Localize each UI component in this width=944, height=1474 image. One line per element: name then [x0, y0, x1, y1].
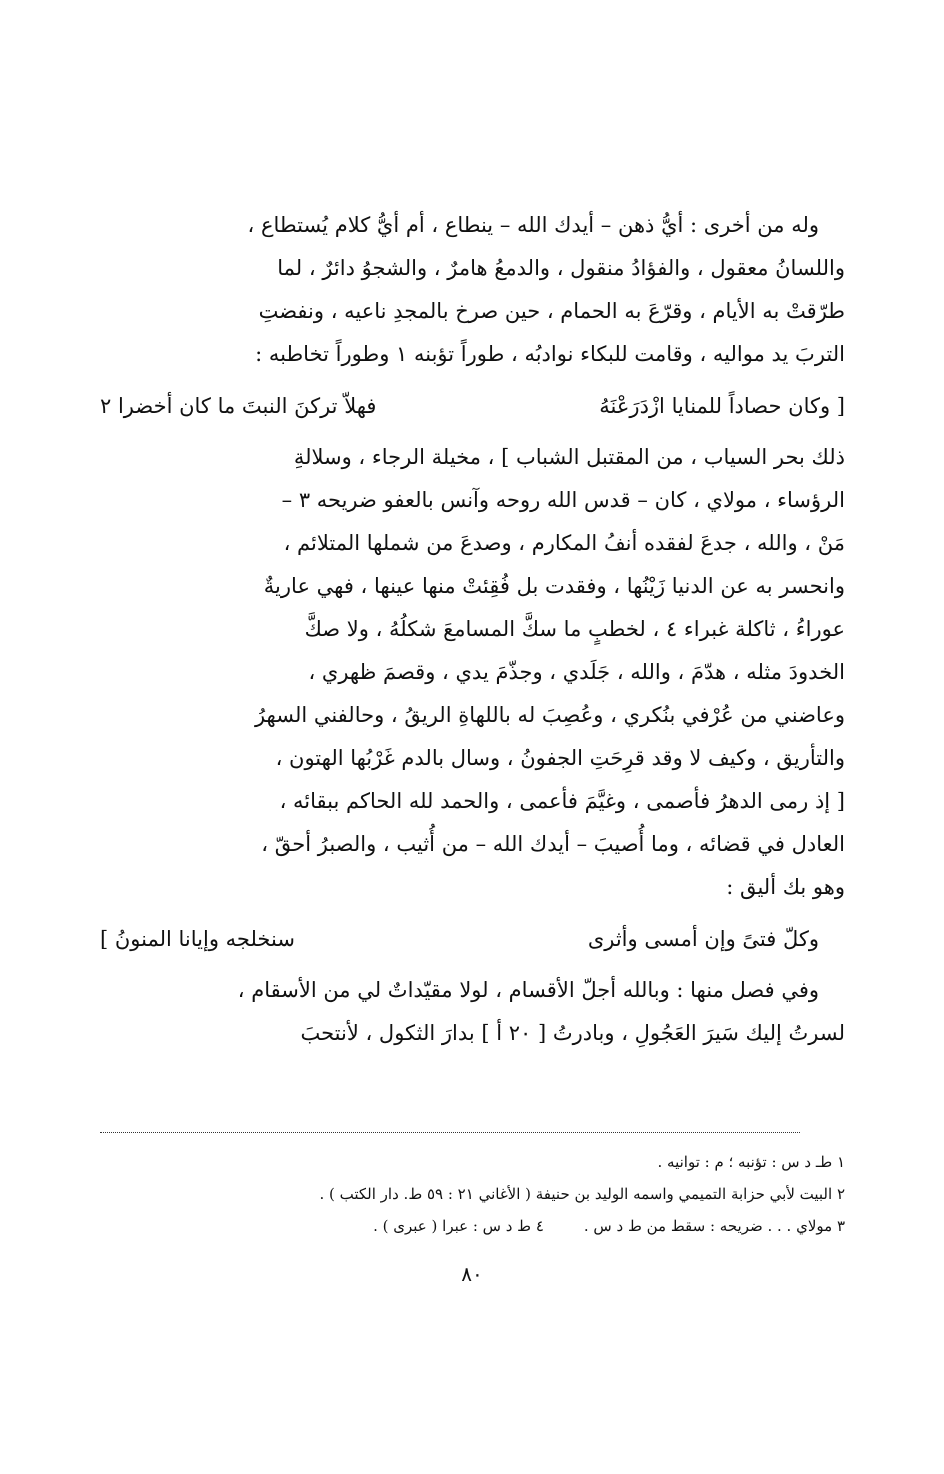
verse-hemistich-first: [ وكان حصاداً للمنايا ازْدَرَعْنَهُ	[599, 394, 845, 418]
text-line: وعاضني من عُرْفي بنُكري ، وعُصِبَ له باللهاةِ الريقُ ، وحالفني السهرُ	[254, 703, 845, 727]
text-line: وانحسر به عن الدنيا زَيْنُها ، وفقدت بل فُقِئتْ منها عينها ، فهي عاريةٌ	[263, 574, 845, 598]
text-line: طرّقتْ به الأيام ، وقرّعَ به الحمام ، حين صرخ بالمجدِ ناعيه ، ونفضتِ	[258, 299, 845, 323]
text-line: وهو بك أليق :	[726, 875, 845, 899]
footnote-3-4-row	[100, 1210, 845, 1242]
verse-hemistich-first: وكلّ فتىً وإن أمسى وأثرى	[587, 927, 819, 951]
poetry-verse-2	[100, 909, 845, 969]
page-number: ٨٠	[461, 1262, 483, 1286]
text-line: ذلك بحر السياب ، من المقتبل الشباب ] ، مخيلة الرجاء ، وسلالةِ	[293, 445, 845, 469]
verse-hemistich-second: فهلاّ تركنَ النبتَ ما كان أخضرا ٢	[100, 394, 377, 418]
text-line: الخدودَ مثله ، هدّمَ ، والله ، جَلَدي ، وجذّمَ يدي ، وقصمَ ظهري ،	[308, 660, 845, 684]
footnote-3: ٣ مولاي . . . ضريحه : سقط من ط د س .	[583, 1217, 845, 1235]
footnote-separator	[100, 1132, 800, 1133]
footnote-2: ٢ البيت لأبي حزابة التميمي واسمه الوليد بن حنيفة ( الأغاني ٢١ : ٥٩ ط. دار الكتب ) .	[319, 1185, 845, 1203]
text-line: وله من أخرى : أيُّ ذهن – أيدك الله – ينطاع ، أم أيُّ كلام يُستطاع ،	[247, 213, 819, 237]
main-text	[100, 204, 845, 1055]
text-line: والتأريق ، وكيف لا وقد قرِحَتِ الجفونُ ، وسال بالدم غَرْبُها الهتون ،	[275, 746, 845, 770]
text-line: العادل في قضائه ، وما أُصيبَ – أيدك الله – من أُثيب ، والصبرُ أحقّ ،	[261, 832, 845, 856]
text-line: واللسانُ معقول ، والفؤادُ منقول ، والدمعُ هامرٌ ، والشجوُ دائرٌ ، لما	[277, 256, 845, 280]
verse-hemistich-second: سنخلجه وإيانا المنونُ ]	[100, 927, 295, 951]
poetry-verse-1	[100, 376, 845, 436]
text-line: مَنْ ، والله ، جدعَ لفقده أنفُ المكارم ، وصدعَ من شملها المتلائم ،	[283, 531, 845, 555]
text-line: [ إذ رمى الدهرُ فأصمى ، وغيَّمَ فأعمى ، والحمد لله الحاكم ببقائه ،	[279, 789, 845, 813]
footnote-1: ١ طـ د س : تؤنبه ؛ م : توانيه .	[657, 1153, 845, 1171]
text-line: الرؤساء ، مولاي ، كان – قدس الله روحه وآنس بالعفو ضريحه ٣ –	[281, 488, 845, 512]
text-line: عوراءُ ، ثاكلة غبراء ٤ ، لخطبٍ ما سكَّ المسامعَ شكلُهُ ، ولا صكَّ	[304, 617, 845, 641]
footnote-4: ٤ ط د س : عبرا ( عبرى ) .	[373, 1217, 544, 1235]
text-line: لسرتُ إليك سَيرَ العَجُولِ ، وبادرتُ [ ٢٠ أ ] بدارَ الثكول ، لأنتحبَ	[300, 1021, 845, 1045]
text-line: وفي فصل منها : وبالله أجلّ الأقسام ، لولا مقيّداتٌ لي من الأسقام ،	[237, 978, 819, 1002]
text-line: التربَ يد مواليه ، وقامت للبكاء نوادبُه ، طوراً تؤبنه ١ وطوراً تخاطبه :	[255, 342, 845, 366]
footnotes	[100, 1146, 845, 1242]
